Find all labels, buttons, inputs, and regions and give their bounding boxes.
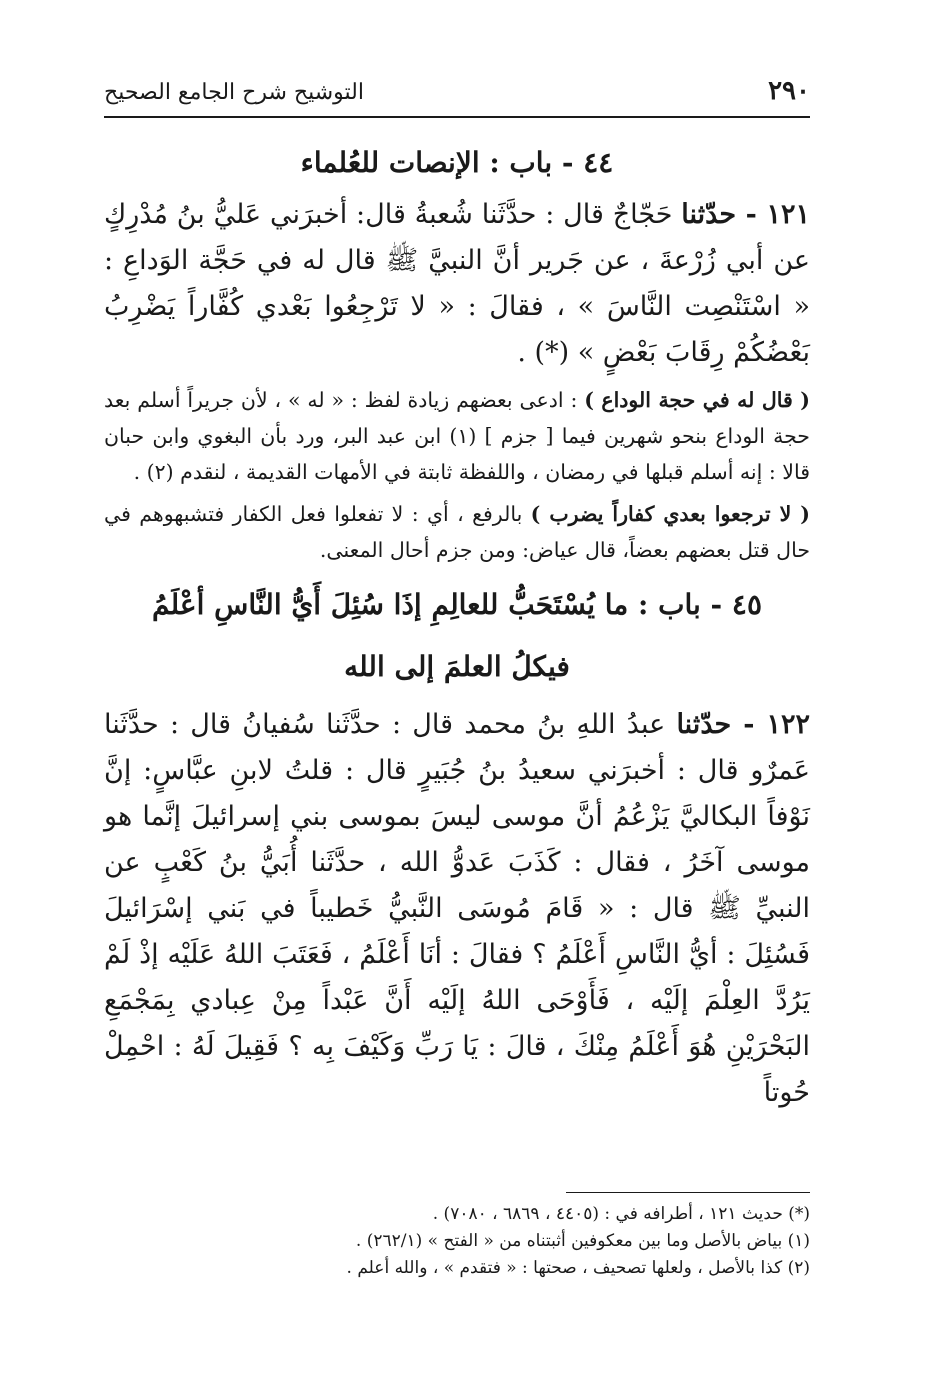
footnotes xyxy=(104,1192,810,1282)
hadith-122 xyxy=(104,702,810,1116)
footnote-star: (*) حديث ١٢١ ، أطرافه في : (٤٤٠٥ ، ٦٨٦٩ ، ٧٠٨٠) . xyxy=(432,1204,810,1224)
commentary-text: بالرفع ، أي : لا تفعلوا فعل الكفار فتشبهوهم في حال قتل بعضهم بعضاً، قال عياض: ومن جزم أحال المعنى. xyxy=(104,502,810,562)
chapter-title-45 xyxy=(104,574,810,698)
commentary-121-b xyxy=(104,496,810,568)
footnote-2: (٢) كذا بالأصل ، ولعلها تصحيف ، صحتها : « فتقدم » ، والله أعلم . xyxy=(346,1258,810,1278)
hadith-text-121: حَجّاجٌ قال : حدَّثَنا شُعبةُ قال: أخبرَني عَليُّ بنُ مُدْرِكٍ عن أبي زُرْعةَ ، عن جَرير أنَّ النبيَّ ﷺ قال له في حَجَّة الوَداعِ : « اسْتَنْصِت النَّاسَ » ، فقالَ : « لا تَرْجِعُوا بَعْدي كُفَّاراً يَضْرِبُ بَعْضُكُمْ رِقَابَ بَعْضٍ » (*) . xyxy=(104,199,810,368)
commentary-121-a xyxy=(104,382,810,490)
hadith-121 xyxy=(104,192,810,376)
page-number: ٢٩٠ xyxy=(768,76,810,106)
commentary-lemma: ( لا ترجعوا بعدي كفاراً يضرب ) xyxy=(530,502,810,526)
hadith-text-122: عبدُ اللهِ بنُ محمد قال : حدَّثَنا سُفيانُ قال : حدَّثَنا عَمرٌو قال : أخبرَني سعيدُ بنُ جُبَيرٍ قال : قلتُ لابنِ عبَّاسٍ: إنَّ نَوْفاً البكاليَّ يَزْعُمُ أنَّ موسى ليسَ بموسى بني إسرائيلَ إنَّما هو موسى آخَرُ ، فقال : كَذَبَ عَدوُّ الله ، حدَّثَنا أُبَيُّ بنُ كَعْبٍ عن النبيِّ ﷺ قال : « قَامَ مُوسَى النَّبيُّ خَطيباً في بَني إسْرَائيلَ فَسُئِلَ : أيُّ النَّاسِ أَعْلَمُ ؟ فقالَ : أنَا أَعْلَمُ ، فَعَتَبَ اللهُ عَلَيْه إذْ لَمْ يَرُدَّ العِلْمَ إلَيْه ، فَأَوْحَى اللهُ إلَيْه أَنَّ عَبْداً مِنْ عِبادي بِمَجْمَعِ البَحْرَيْنِ هُوَ أَعْلَمُ مِنْكَ ، قالَ : يَا رَبِّ وَكَيْفَ بِه ؟ فَقِيلَ لَهُ : احْمِلْ حُوتاً xyxy=(104,709,810,1108)
chapter-title-44: ٤٤ - باب : الإنصات للعُلماء xyxy=(300,146,614,179)
running-title: التوشيح شرح الجامع الصحيح xyxy=(104,80,364,105)
footnote-1: (١) بياض بالأصل وما بين معكوفين أثبتناه من « الفتح » (٢٦٢/١) . xyxy=(355,1231,810,1251)
chapter-title-45-line-1: ٤٥ - باب : ما يُسْتَحَبُّ للعالِمِ إذَا سُئِلَ أَيُّ النَّاسِ أعْلَمُ xyxy=(152,588,762,621)
commentary-text: : ادعى بعضهم زيادة لفظ : « له » ، لأن جريراً أسلم بعد حجة الوداع بنحو شهرين فيما [ جزم ] (١) ابن عبد البر، ورد بأن البغوي وابن حبان قالا : إنه أسلم قبلها في رمضان ، واللفظة ثابتة في الأمهات القديمة ، لنقدم (٢) . xyxy=(104,388,810,484)
page-header xyxy=(104,72,810,118)
chapter-title-45-line-2: فيكلُ العلمَ إلى الله xyxy=(344,650,570,683)
commentary-lemma: ( قال له في حجة الوداع ) xyxy=(584,388,810,412)
hadith-number-122: ١٢٢ - حدّثنا xyxy=(676,709,810,740)
footnote-separator xyxy=(566,1192,810,1193)
hadith-number-121: ١٢١ - حدّثنا xyxy=(681,199,811,230)
main-text xyxy=(104,138,810,1116)
